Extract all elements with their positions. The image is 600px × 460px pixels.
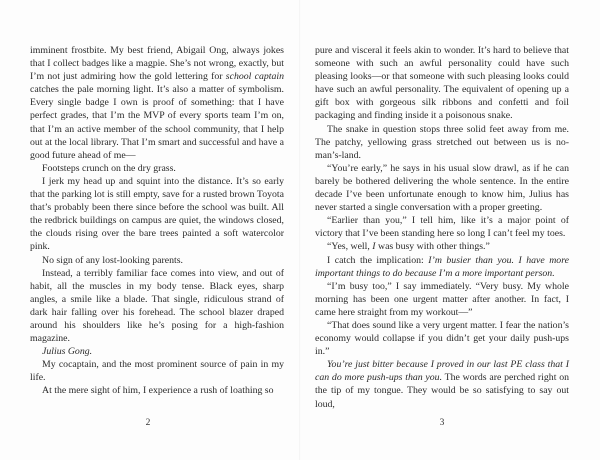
text-run: The words are perched right on the tip of my tongue. They would be so satisfying to say out loud, bbox=[315, 372, 569, 410]
paragraph bbox=[315, 240, 569, 253]
paragraph bbox=[315, 123, 569, 162]
italic-run: Julius Gong. bbox=[42, 346, 93, 358]
paragraph bbox=[30, 254, 284, 267]
text-run: “That does sound like a very urgent matter. I fear the nation’s economy would collapse if you didn’t get your daily push-ups in.” bbox=[315, 319, 569, 358]
paragraph bbox=[315, 358, 569, 410]
text-run: Instead, a terribly familiar face comes into view, and out of habit, all the muscles in my body tense. Black eyes, sharp angles, a smile like a blade. That single, ridiculous strand of dark hair falling over his forehead. The school blazer draped around his shoulders like he’s posing for a high-fashion magazine. bbox=[30, 267, 284, 345]
paragraph bbox=[30, 162, 284, 175]
left-page-text bbox=[30, 44, 284, 398]
right-page-number: 3 bbox=[439, 418, 445, 428]
text-run: My cocaptain, and the most prominent source of pain in my life. bbox=[30, 359, 284, 384]
paragraph bbox=[315, 280, 569, 319]
paragraph bbox=[30, 384, 284, 397]
italic-run: school captain bbox=[225, 71, 284, 83]
italic-run: I’m busier than you. I have more important things to do because I’m a more important person. bbox=[315, 254, 569, 279]
text-run: I catch the implication: bbox=[327, 254, 429, 266]
text-run: “I’m busy too,” I say immediately. “Very busy. My whole morning has been one urgent matter after another. In fact, I came here straight from my workout—” bbox=[315, 280, 569, 318]
book-gutter bbox=[299, 0, 301, 460]
text-run: Footsteps crunch on the dry grass. bbox=[42, 162, 176, 174]
text-run: “Earlier than you,” I tell him, like it’s a major point of victory that I’ve been standing here so long I can’t feel my toes. bbox=[315, 215, 569, 240]
paragraph bbox=[30, 358, 284, 384]
paragraph bbox=[315, 214, 569, 240]
text-run: “You’re early,” he says in his usual slow drawl, as if he can barely be bothered delivering the whole sentence. In the entire decade I’ve been unfortunate enough to know him, Julius has never started a single conversation with a proper greeting. bbox=[315, 162, 569, 214]
italic-run: I bbox=[372, 241, 376, 253]
paragraph bbox=[30, 267, 284, 346]
paragraph bbox=[30, 345, 284, 358]
right-page-text bbox=[315, 44, 569, 411]
text-run: pure and visceral it feels akin to wonder. It’s hard to believe that someone with such an awful personality could have such pleasing looks—or that someone with such pleasing looks could have such an awful personality. The equivalent of opening up a gift box with gorgeous silk ribbons and confetti and foil packaging and finding inside it a poisonous snake. bbox=[315, 45, 569, 122]
left-page-number: 2 bbox=[145, 418, 151, 428]
text-run: imminent frostbite. My best friend, Abigail Ong, always jokes that I collect badges like a magpie. She’s not wrong, exactly, but I’m not just admiring how the gold lettering for bbox=[30, 45, 284, 83]
paragraph bbox=[315, 319, 569, 358]
text-run: “Yes, well, bbox=[327, 241, 373, 253]
italic-run: You’re just bitter because I proved in our last PE class that I can do more push-ups than you. bbox=[315, 359, 569, 384]
text-run: was busy with other things.” bbox=[375, 241, 490, 253]
text-run: catches the pale morning light. It’s also a matter of symbolism. Every single badge I own is proof of something: that I have perfect grades, that I’m the MVP of every sports team I’m on, that I’m an active member of the school community, that I help out at the local library. That I’m smart and successful and have a good future ahead of me— bbox=[30, 84, 284, 161]
text-run: At the mere sight of him, I experience a rush of loathing so bbox=[42, 385, 274, 397]
paragraph bbox=[315, 44, 569, 123]
text-run: I jerk my head up and squint into the distance. It’s so early that the parking lot is still empty, save for a rusted brown Toyota that’s probably been there since before the school was built. All the redbrick buildings on campus are quiet, the windows closed, the clouds rising over the bare trees painted a soft watercolor pink. bbox=[30, 175, 284, 253]
paragraph bbox=[30, 44, 284, 162]
paragraph bbox=[315, 162, 569, 214]
paragraph bbox=[30, 175, 284, 254]
text-run: No sign of any lost-looking parents. bbox=[42, 254, 183, 266]
text-run: The snake in question stops three solid feet away from me. The patchy, yellowing grass stretched out between us is no-man’s-land. bbox=[315, 123, 569, 161]
paragraph bbox=[315, 254, 569, 280]
